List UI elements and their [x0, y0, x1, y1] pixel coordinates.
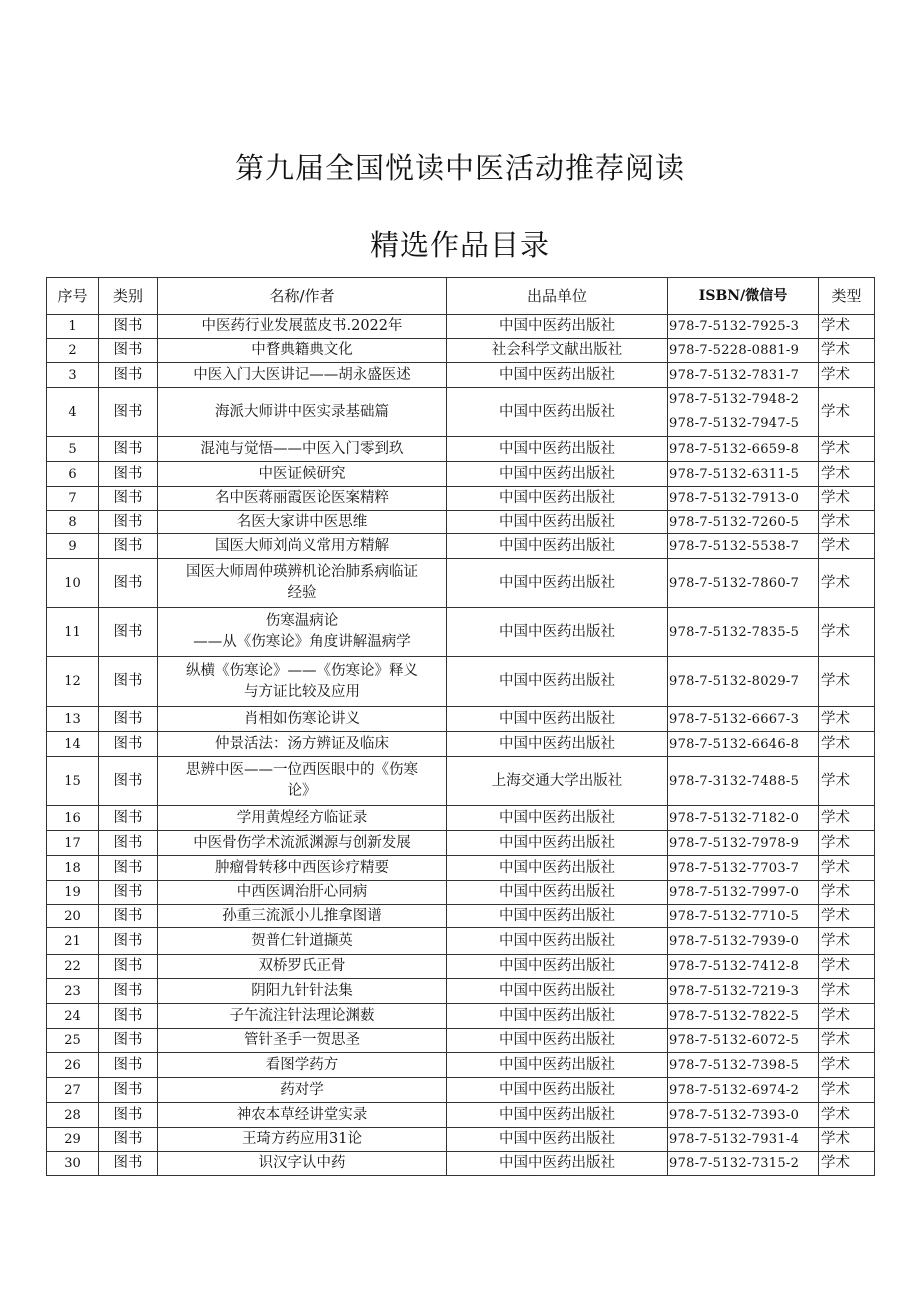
- cell-type: 学术: [819, 1152, 875, 1176]
- cell-type: 学术: [819, 1004, 875, 1029]
- name-line: 仲景活法：汤方辨证及临床: [215, 735, 389, 752]
- isbn-line: 978-7-5132-7831-7: [669, 367, 800, 383]
- cell-isbn: [668, 315, 819, 339]
- name-line: 中医骨伤学术流派渊源与创新发展: [193, 834, 411, 851]
- cell-publisher: 中国中医药出版社: [447, 806, 668, 831]
- table-row: [47, 856, 875, 881]
- cell-name: [158, 1078, 447, 1103]
- cell-publisher: 中国中医药出版社: [447, 1029, 668, 1053]
- cell-type: 学术: [819, 806, 875, 831]
- cell-isbn: [668, 831, 819, 856]
- name-line: 双桥罗氏正骨: [258, 958, 346, 974]
- isbn-line: 978-7-5132-7412-8: [669, 959, 800, 974]
- cell-name: [158, 437, 447, 462]
- header-no: 序号: [47, 278, 99, 315]
- cell-publisher: 中国中医药出版社: [447, 511, 668, 534]
- cell-category: 图书: [99, 806, 158, 831]
- isbn-line: 978-7-5132-7315-2: [669, 1156, 800, 1171]
- cell-no: 7: [47, 487, 99, 511]
- table-row: [47, 559, 875, 608]
- cell-isbn: [668, 707, 819, 732]
- isbn-line: 978-7-5132-7939-0: [669, 933, 800, 949]
- cell-name: [158, 511, 447, 534]
- cell-name: [158, 757, 447, 806]
- cell-name: [158, 881, 447, 905]
- cell-type: 学术: [819, 487, 875, 511]
- cell-name: [158, 1103, 447, 1128]
- cell-category: 图书: [99, 1152, 158, 1176]
- cell-isbn: [668, 534, 819, 559]
- cell-publisher: 上海交通大学出版社: [447, 757, 668, 806]
- cell-isbn: [668, 487, 819, 511]
- cell-publisher: 中国中医药出版社: [447, 1078, 668, 1103]
- cell-type: 学术: [819, 707, 875, 732]
- cell-name: [158, 831, 447, 856]
- name-line: 孙重三流派小儿推拿图谱: [222, 907, 382, 924]
- cell-category: 图书: [99, 955, 158, 979]
- cell-type: 学术: [819, 315, 875, 339]
- cell-no: 27: [47, 1078, 99, 1103]
- cell-publisher: 中国中医药出版社: [447, 928, 668, 955]
- isbn-line: 978-7-5132-6659-8: [669, 441, 800, 457]
- name-line: 混沌与觉悟——中医入门零到玖: [200, 440, 404, 457]
- isbn-line: 978-7-5132-7822-5: [669, 1008, 800, 1024]
- cell-category: 图书: [99, 831, 158, 856]
- isbn-line: 978-7-5132-7978-9: [669, 835, 800, 851]
- table-row: [47, 363, 875, 388]
- cell-no: 28: [47, 1103, 99, 1128]
- cell-no: 29: [47, 1128, 99, 1152]
- cell-isbn: [668, 363, 819, 388]
- cell-publisher: 中国中医药出版社: [447, 1053, 668, 1078]
- cell-type: 学术: [819, 511, 875, 534]
- cell-no: 19: [47, 881, 99, 905]
- table-row: [47, 831, 875, 856]
- isbn-line: 978-7-5132-7219-3: [669, 983, 800, 999]
- cell-publisher: 中国中医药出版社: [447, 559, 668, 608]
- name-line: 中医证候研究: [258, 465, 346, 482]
- isbn-line: 978-7-5132-7398-5: [669, 1057, 800, 1073]
- cell-no: 17: [47, 831, 99, 856]
- table-row: [47, 437, 875, 462]
- isbn-line: 978-7-5132-7703-7: [669, 860, 800, 876]
- name-line: 经验: [287, 585, 317, 601]
- cell-no: 23: [47, 979, 99, 1004]
- isbn-line: 978-7-5132-7835-5: [669, 624, 800, 640]
- header-publisher: 出品单位: [447, 278, 668, 315]
- cell-isbn: [668, 511, 819, 534]
- cell-category: 图书: [99, 905, 158, 928]
- isbn-line: 978-7-5132-7913-0: [669, 491, 800, 506]
- isbn-line: 978-7-5132-7710-5: [669, 908, 800, 924]
- cell-no: 5: [47, 437, 99, 462]
- header-type: 类型: [819, 278, 875, 315]
- cell-isbn: [668, 856, 819, 881]
- name-line: 贺普仁针道撷英: [251, 932, 353, 949]
- cell-type: 学术: [819, 757, 875, 806]
- isbn-line: 978-7-5132-8029-7: [669, 674, 800, 689]
- cell-type: 学术: [819, 831, 875, 856]
- cell-publisher: 中国中医药出版社: [447, 1103, 668, 1128]
- table-row: [47, 1078, 875, 1103]
- cell-category: 图书: [99, 534, 158, 559]
- cell-type: 学术: [819, 856, 875, 881]
- cell-name: [158, 979, 447, 1004]
- cell-name: [158, 1053, 447, 1078]
- name-line: 名医大家讲中医思维: [236, 513, 368, 530]
- cell-name: [158, 388, 447, 437]
- cell-category: 图书: [99, 1029, 158, 1053]
- cell-type: 学术: [819, 732, 875, 757]
- cell-category: 图书: [99, 881, 158, 905]
- cell-no: 9: [47, 534, 99, 559]
- name-line: 肖相如伤寒论讲义: [244, 710, 360, 727]
- cell-isbn: [668, 732, 819, 757]
- cell-isbn: [668, 608, 819, 657]
- cell-isbn: [668, 928, 819, 955]
- cell-no: 25: [47, 1029, 99, 1053]
- cell-publisher: 中国中医药出版社: [447, 979, 668, 1004]
- cell-no: 16: [47, 806, 99, 831]
- cell-isbn: [668, 1029, 819, 1053]
- cell-publisher: 中国中医药出版社: [447, 881, 668, 905]
- isbn-line: 978-7-5132-5538-7: [669, 538, 800, 554]
- cell-category: 图书: [99, 732, 158, 757]
- cell-no: 12: [47, 657, 99, 707]
- cell-type: 学术: [819, 955, 875, 979]
- cell-category: 图书: [99, 657, 158, 707]
- isbn-line: 978-7-5132-6646-8: [669, 736, 800, 752]
- isbn-line: 978-7-5132-7947-5: [669, 416, 800, 431]
- header-isbn: ISBN/微信号: [668, 278, 819, 315]
- cell-category: 图书: [99, 363, 158, 388]
- isbn-line: 978-7-5132-6974-2: [669, 1082, 800, 1098]
- cell-publisher: 中国中医药出版社: [447, 487, 668, 511]
- cell-publisher: 中国中医药出版社: [447, 955, 668, 979]
- name-line: 思辨中医——一位西医眼中的《伤寒: [186, 762, 418, 778]
- table-row: [47, 1152, 875, 1176]
- cell-no: 10: [47, 559, 99, 608]
- cell-publisher: 中国中医药出版社: [447, 905, 668, 928]
- cell-type: 学术: [819, 559, 875, 608]
- name-line: ——从《伤寒论》角度讲解温病学: [193, 634, 411, 650]
- name-line: 中医药行业发展蓝皮书.2022年: [201, 318, 403, 334]
- cell-isbn: [668, 388, 819, 437]
- isbn-line: 978-7-5132-7260-5: [669, 514, 800, 530]
- table-row: [47, 979, 875, 1004]
- cell-no: 6: [47, 462, 99, 487]
- cell-isbn: [668, 1152, 819, 1176]
- cell-name: [158, 1128, 447, 1152]
- table-row: [47, 487, 875, 511]
- cell-no: 18: [47, 856, 99, 881]
- cell-publisher: 中国中医药出版社: [447, 462, 668, 487]
- cell-type: 学术: [819, 363, 875, 388]
- cell-category: 图书: [99, 608, 158, 657]
- cell-category: 图书: [99, 462, 158, 487]
- cell-isbn: [668, 905, 819, 928]
- cell-category: 图书: [99, 1103, 158, 1128]
- cell-category: 图书: [99, 979, 158, 1004]
- cell-name: [158, 806, 447, 831]
- table-row: [47, 339, 875, 363]
- cell-name: [158, 559, 447, 608]
- table-row: [47, 388, 875, 437]
- cell-category: 图书: [99, 856, 158, 881]
- cell-isbn: [668, 437, 819, 462]
- cell-type: 学术: [819, 1103, 875, 1128]
- header-name: 名称/作者: [158, 278, 447, 315]
- name-line: 中瞀典籍典文化: [251, 342, 353, 358]
- table-row: [47, 657, 875, 707]
- table-row: [47, 757, 875, 806]
- cell-no: 21: [47, 928, 99, 955]
- isbn-line: 978-7-5132-7393-0: [669, 1107, 800, 1123]
- isbn-line: 978-7-5132-7860-7: [669, 575, 800, 591]
- cell-category: 图书: [99, 388, 158, 437]
- name-line: 看图学药方: [265, 1056, 339, 1073]
- header-category: 类别: [99, 278, 158, 315]
- table-row: [47, 1103, 875, 1128]
- cell-publisher: 中国中医药出版社: [447, 831, 668, 856]
- cell-no: 15: [47, 757, 99, 806]
- cell-category: 图书: [99, 315, 158, 339]
- table-row: [47, 806, 875, 831]
- cell-name: [158, 487, 447, 511]
- cell-isbn: [668, 1078, 819, 1103]
- cell-publisher: 中国中医药出版社: [447, 1128, 668, 1152]
- cell-no: 20: [47, 905, 99, 928]
- cell-name: [158, 339, 447, 363]
- cell-isbn: [668, 806, 819, 831]
- cell-publisher: 中国中医药出版社: [447, 534, 668, 559]
- cell-name: [158, 363, 447, 388]
- cell-isbn: [668, 881, 819, 905]
- cell-type: 学术: [819, 1078, 875, 1103]
- isbn-line: 978-7-5132-6667-3: [669, 711, 800, 727]
- table-row: [47, 1029, 875, 1053]
- cell-no: 4: [47, 388, 99, 437]
- table-row: [47, 608, 875, 657]
- cell-type: 学术: [819, 881, 875, 905]
- isbn-line: 978-7-5132-7925-3: [669, 319, 800, 334]
- cell-no: 22: [47, 955, 99, 979]
- cell-isbn: [668, 955, 819, 979]
- isbn-line: 978-7-5132-7931-4: [669, 1132, 800, 1147]
- name-line: 子午流注针法理论渊薮: [229, 1007, 375, 1024]
- cell-type: 学术: [819, 534, 875, 559]
- cell-name: [158, 1029, 447, 1053]
- table-row: [47, 881, 875, 905]
- cell-type: 学术: [819, 1128, 875, 1152]
- table-row: [47, 928, 875, 955]
- catalog-table: [46, 277, 875, 1176]
- cell-type: 学术: [819, 1053, 875, 1078]
- cell-publisher: 中国中医药出版社: [447, 437, 668, 462]
- cell-publisher: 中国中医药出版社: [447, 608, 668, 657]
- name-line: 纵横《伤寒论》——《伤寒论》释义: [186, 662, 418, 679]
- name-line: 论》: [287, 783, 317, 799]
- cell-no: 14: [47, 732, 99, 757]
- cell-publisher: 中国中医药出版社: [447, 732, 668, 757]
- table-row: [47, 707, 875, 732]
- table-row: [47, 955, 875, 979]
- name-line: 阴阳九针针法集: [251, 982, 353, 999]
- cell-category: 图书: [99, 1053, 158, 1078]
- document-subtitle: 精选作品目录: [369, 228, 550, 262]
- cell-publisher: 中国中医药出版社: [447, 363, 668, 388]
- cell-isbn: [668, 339, 819, 363]
- cell-category: 图书: [99, 757, 158, 806]
- isbn-line: 978-7-5132-6311-5: [669, 466, 800, 482]
- table-row: [47, 462, 875, 487]
- cell-name: [158, 732, 447, 757]
- name-line: 药对学: [280, 1081, 324, 1098]
- cell-name: [158, 534, 447, 559]
- cell-no: 2: [47, 339, 99, 363]
- cell-no: 11: [47, 608, 99, 657]
- table-row: [47, 315, 875, 339]
- isbn-line: 978-7-5132-7182-0: [669, 810, 800, 826]
- cell-category: 图书: [99, 1078, 158, 1103]
- cell-isbn: [668, 1103, 819, 1128]
- cell-name: [158, 856, 447, 881]
- name-line: 管针圣手一贺思圣: [244, 1032, 360, 1048]
- cell-name: [158, 707, 447, 732]
- cell-no: 30: [47, 1152, 99, 1176]
- cell-publisher: 中国中医药出版社: [447, 856, 668, 881]
- cell-isbn: [668, 979, 819, 1004]
- table-row: [47, 1128, 875, 1152]
- isbn-line: 978-7-5132-7948-2: [669, 392, 800, 407]
- cell-isbn: [668, 1128, 819, 1152]
- table-row: [47, 732, 875, 757]
- cell-publisher: 社会科学文献出版社: [447, 339, 668, 363]
- cell-name: [158, 955, 447, 979]
- cell-type: 学术: [819, 1029, 875, 1053]
- cell-name: [158, 1004, 447, 1029]
- cell-isbn: [668, 462, 819, 487]
- cell-no: 1: [47, 315, 99, 339]
- cell-name: [158, 462, 447, 487]
- cell-type: 学术: [819, 608, 875, 657]
- table-row: [47, 905, 875, 928]
- cell-publisher: 中国中医药出版社: [447, 657, 668, 707]
- table-header-row: [47, 278, 875, 315]
- name-line: 伤寒温病论: [265, 613, 339, 629]
- cell-category: 图书: [99, 707, 158, 732]
- cell-publisher: 中国中医药出版社: [447, 315, 668, 339]
- name-line: 神农本草经讲堂实录: [236, 1106, 368, 1123]
- cell-type: 学术: [819, 339, 875, 363]
- isbn-line: 978-7-3132-7488-5: [669, 773, 800, 789]
- cell-no: 24: [47, 1004, 99, 1029]
- cell-category: 图书: [99, 928, 158, 955]
- cell-name: [158, 608, 447, 657]
- cell-publisher: 中国中医药出版社: [447, 707, 668, 732]
- cell-category: 图书: [99, 1004, 158, 1029]
- cell-type: 学术: [819, 437, 875, 462]
- name-line: 中西医调治肝心同病: [236, 884, 368, 900]
- table-row: [47, 1004, 875, 1029]
- document-title: 第九届全国悦读中医活动推荐阅读: [234, 151, 685, 185]
- cell-category: 图书: [99, 437, 158, 462]
- cell-name: [158, 657, 447, 707]
- cell-type: 学术: [819, 388, 875, 437]
- cell-publisher: 中国中医药出版社: [447, 1004, 668, 1029]
- cell-isbn: [668, 1004, 819, 1029]
- cell-name: [158, 928, 447, 955]
- cell-no: 8: [47, 511, 99, 534]
- name-line: 名中医蒋丽霞医论医案精粹: [215, 490, 389, 506]
- cell-category: 图书: [99, 487, 158, 511]
- cell-isbn: [668, 559, 819, 608]
- cell-no: 26: [47, 1053, 99, 1078]
- cell-type: 学术: [819, 905, 875, 928]
- name-line: 国医大师刘尚义常用方精解: [215, 537, 389, 554]
- cell-category: 图书: [99, 1128, 158, 1152]
- cell-isbn: [668, 757, 819, 806]
- name-line: 中医入门大医讲记——胡永盛医述: [193, 366, 411, 383]
- cell-no: 3: [47, 363, 99, 388]
- cell-category: 图书: [99, 339, 158, 363]
- cell-isbn: [668, 1053, 819, 1078]
- cell-publisher: 中国中医药出版社: [447, 388, 668, 437]
- cell-category: 图书: [99, 511, 158, 534]
- isbn-line: 978-7-5228-0881-9: [669, 343, 800, 358]
- name-line: 肿瘤骨转移中西医诊疗精要: [215, 859, 389, 876]
- cell-type: 学术: [819, 979, 875, 1004]
- table-row: [47, 534, 875, 559]
- cell-publisher: 中国中医药出版社: [447, 1152, 668, 1176]
- name-line: 王琦方药应用31论: [242, 1131, 362, 1147]
- name-line: 识汉字认中药: [258, 1155, 346, 1171]
- isbn-line: 978-7-5132-7997-0: [669, 885, 800, 900]
- name-line: 国医大师周仲瑛辨机论治肺系病临证: [186, 564, 418, 580]
- cell-type: 学术: [819, 657, 875, 707]
- cell-name: [158, 1152, 447, 1176]
- name-line: 与方证比较及应用: [244, 683, 360, 700]
- cell-isbn: [668, 657, 819, 707]
- table-row: [47, 511, 875, 534]
- cell-no: 13: [47, 707, 99, 732]
- cell-type: 学术: [819, 928, 875, 955]
- isbn-line: 978-7-5132-6072-5: [669, 1033, 800, 1048]
- cell-type: 学术: [819, 462, 875, 487]
- name-line: 海派大师讲中医实录基础篇: [215, 403, 389, 420]
- name-line: 学用黄煌经方临证录: [236, 809, 368, 826]
- cell-name: [158, 315, 447, 339]
- cell-category: 图书: [99, 559, 158, 608]
- table-row: [47, 1053, 875, 1078]
- cell-name: [158, 905, 447, 928]
